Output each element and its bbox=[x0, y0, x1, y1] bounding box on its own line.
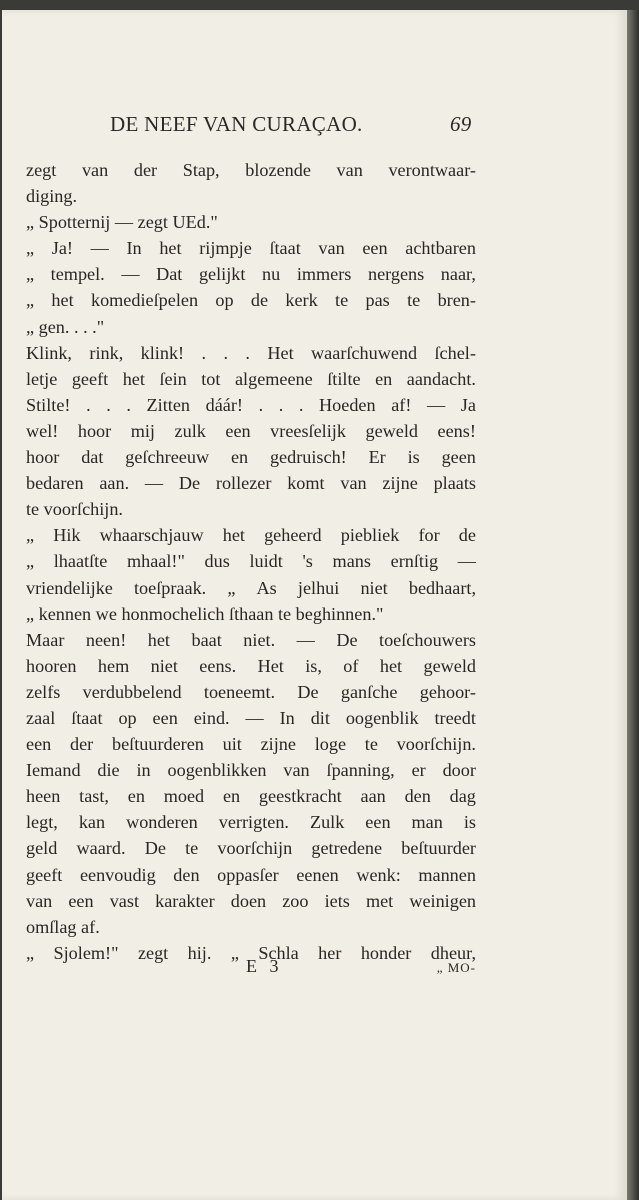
word: zijne bbox=[260, 734, 296, 755]
word: af! bbox=[391, 394, 412, 415]
text-line bbox=[26, 653, 476, 679]
word: ſchel- bbox=[434, 342, 476, 363]
word: geeft bbox=[26, 864, 63, 885]
word: het bbox=[222, 525, 245, 546]
word: toeſchouwers bbox=[379, 629, 476, 650]
text-line bbox=[26, 444, 476, 470]
word: rollezer bbox=[215, 473, 272, 494]
text-line bbox=[26, 470, 476, 496]
word: Het bbox=[257, 655, 284, 676]
book-page bbox=[2, 10, 627, 1200]
word: Ja! bbox=[51, 238, 73, 259]
word: wel! bbox=[26, 420, 59, 441]
word: „ bbox=[26, 551, 35, 572]
word: nergens bbox=[367, 264, 425, 285]
word: her bbox=[318, 942, 342, 963]
word: . bbox=[223, 342, 229, 363]
catchword: „ MO- bbox=[436, 960, 476, 975]
word: bren- bbox=[437, 290, 476, 311]
word: for bbox=[418, 525, 440, 546]
word: „ bbox=[26, 942, 35, 963]
word: der bbox=[133, 160, 158, 180]
text-line bbox=[26, 575, 476, 601]
word: zoo bbox=[282, 890, 309, 911]
page-edge-shadow bbox=[627, 10, 639, 1200]
word: komt bbox=[287, 473, 325, 494]
word: eind. bbox=[193, 707, 230, 728]
word: verdubbelend bbox=[82, 681, 182, 702]
word: kan bbox=[78, 812, 106, 833]
word: . bbox=[106, 394, 111, 415]
word: zegt bbox=[137, 942, 169, 963]
word: en bbox=[222, 786, 241, 807]
word: klink! bbox=[140, 342, 185, 363]
word: Er bbox=[368, 447, 386, 468]
text-line bbox=[26, 783, 476, 809]
word: Dat bbox=[156, 264, 183, 285]
word: ſpanning, bbox=[326, 760, 395, 781]
word: ſtaat bbox=[71, 707, 103, 728]
word: — bbox=[245, 707, 264, 728]
word: voorſchijn. bbox=[396, 734, 476, 755]
word: iets bbox=[324, 890, 350, 911]
word: De bbox=[336, 629, 358, 650]
word: geweld bbox=[365, 420, 418, 441]
word: Maar bbox=[26, 629, 65, 650]
word: hoor bbox=[77, 420, 112, 441]
word: gehoor- bbox=[419, 681, 476, 702]
word: mhaal!" bbox=[126, 551, 185, 572]
word: de bbox=[250, 290, 269, 311]
word: er bbox=[411, 760, 426, 781]
line-text: „ gen. . . ." bbox=[26, 316, 105, 337]
word: immers bbox=[296, 264, 352, 285]
word: der bbox=[70, 734, 94, 755]
word: getredene bbox=[311, 838, 383, 859]
word: door bbox=[442, 760, 476, 781]
word: „ bbox=[227, 577, 236, 598]
word: „ bbox=[26, 525, 35, 546]
word: zijne bbox=[382, 473, 418, 494]
text-line bbox=[26, 809, 476, 835]
word: ſtilte bbox=[327, 368, 361, 389]
word: vreesſelijk bbox=[270, 420, 346, 441]
text-line bbox=[26, 705, 476, 731]
word: „ bbox=[26, 264, 35, 285]
word: een bbox=[26, 734, 52, 755]
word: in bbox=[136, 760, 151, 781]
word: Klink, bbox=[26, 342, 72, 363]
word: hem bbox=[97, 655, 130, 676]
word: of bbox=[343, 655, 359, 676]
word: oogenblikken bbox=[167, 760, 267, 781]
word: uit bbox=[222, 734, 242, 755]
text-line bbox=[26, 522, 476, 548]
text-line bbox=[26, 261, 476, 287]
word: tast, bbox=[79, 786, 109, 807]
word: ſtaat bbox=[269, 238, 301, 259]
text-line bbox=[26, 731, 476, 757]
word: heen bbox=[26, 786, 61, 807]
word: . bbox=[126, 394, 131, 415]
word: . bbox=[245, 342, 250, 363]
word: dheur, bbox=[430, 942, 476, 963]
word: Zitten bbox=[146, 394, 190, 415]
word: baat bbox=[191, 629, 222, 650]
word: . bbox=[298, 394, 304, 415]
word: moed bbox=[163, 786, 205, 807]
text-line bbox=[26, 314, 476, 340]
line-text: omſlag af. bbox=[26, 916, 100, 937]
word: te bbox=[335, 290, 349, 311]
line-text: „ kennen we honmochelich ſthaan te beghinnen." bbox=[26, 603, 384, 624]
word: algemeene bbox=[234, 368, 313, 389]
word: van bbox=[318, 238, 345, 259]
word: — bbox=[144, 473, 164, 494]
word: een bbox=[152, 707, 178, 728]
word: zaal bbox=[26, 707, 56, 728]
word: de bbox=[458, 525, 476, 546]
word: en bbox=[230, 447, 249, 468]
word: waarſchuwend bbox=[311, 342, 418, 363]
word: zelfs bbox=[26, 681, 61, 702]
word: pas bbox=[365, 290, 390, 311]
word: rink, bbox=[89, 342, 124, 363]
word: het bbox=[122, 368, 145, 389]
word: niet bbox=[360, 577, 388, 598]
word: dit bbox=[310, 707, 330, 728]
word: niet bbox=[150, 655, 178, 676]
word: — bbox=[427, 394, 446, 415]
word: hooren bbox=[26, 655, 77, 676]
word: aan bbox=[360, 786, 386, 807]
word: is bbox=[463, 812, 476, 833]
word: eens. bbox=[199, 655, 237, 676]
word: een bbox=[68, 890, 94, 911]
text-line bbox=[26, 418, 476, 444]
word: ganſche bbox=[340, 681, 398, 702]
word: op bbox=[118, 707, 137, 728]
word: doen bbox=[230, 890, 267, 911]
word: beſtuurder bbox=[401, 838, 476, 859]
word: niet. bbox=[243, 629, 276, 650]
word: rijmpje bbox=[199, 238, 252, 259]
word: komedieſpelen bbox=[90, 290, 199, 311]
word: eenvoudig bbox=[79, 864, 156, 885]
word: piebliek bbox=[340, 525, 400, 546]
running-header bbox=[110, 108, 470, 140]
text-line bbox=[26, 235, 476, 261]
text-line bbox=[26, 888, 476, 914]
word: whaarschjauw bbox=[99, 525, 204, 546]
word: nu bbox=[262, 264, 281, 285]
word: het bbox=[159, 238, 182, 259]
word: waard. bbox=[76, 838, 126, 859]
word: en bbox=[375, 368, 393, 389]
word: oppasſer bbox=[217, 864, 279, 885]
line-text: te voorſchijn. bbox=[26, 499, 123, 520]
word: beſtuurderen bbox=[111, 734, 204, 755]
word: te bbox=[364, 734, 378, 755]
word: 's bbox=[302, 551, 313, 572]
word: te bbox=[407, 290, 421, 311]
word: Het bbox=[267, 342, 294, 363]
word: Stilte! bbox=[26, 394, 71, 415]
word: legt, bbox=[26, 812, 58, 833]
word: een bbox=[225, 420, 251, 441]
word: een bbox=[362, 238, 388, 259]
word: een bbox=[365, 812, 391, 833]
word: zegt bbox=[26, 160, 57, 180]
word: verrigten. bbox=[218, 812, 289, 833]
word: luidt bbox=[249, 551, 283, 572]
word: „ bbox=[230, 942, 239, 963]
word: loge bbox=[314, 734, 347, 755]
word: vast bbox=[109, 890, 140, 911]
word: is bbox=[407, 447, 420, 468]
word: — bbox=[121, 264, 140, 285]
word: toeſpraak. bbox=[134, 577, 207, 598]
word: gelijkt bbox=[198, 264, 246, 285]
running-title: DE NEEF VAN CURAÇAO. bbox=[110, 112, 363, 136]
word: plaats bbox=[433, 473, 476, 494]
word: As bbox=[256, 577, 277, 598]
word: . bbox=[201, 342, 207, 363]
word: en bbox=[127, 786, 145, 807]
word: geestkracht bbox=[258, 786, 342, 807]
text-line bbox=[26, 209, 476, 235]
text-line bbox=[26, 627, 476, 653]
text-line bbox=[26, 157, 476, 183]
word: „ bbox=[26, 290, 35, 311]
word: zulk bbox=[174, 420, 206, 441]
word: „ bbox=[26, 238, 35, 259]
word: geweld bbox=[423, 655, 476, 676]
text-line bbox=[26, 601, 476, 627]
word: toeneemt. bbox=[203, 681, 276, 702]
word: van bbox=[340, 473, 367, 494]
text-line bbox=[26, 340, 476, 366]
word: Hik bbox=[53, 525, 81, 546]
word: vriendelijke bbox=[26, 577, 113, 598]
word: bedaren bbox=[26, 473, 84, 494]
word: In bbox=[126, 238, 142, 259]
text-line bbox=[26, 679, 476, 705]
word: Zulk bbox=[309, 812, 345, 833]
word: den bbox=[173, 864, 200, 885]
word: kerk bbox=[285, 290, 318, 311]
word: ernſtig bbox=[390, 551, 439, 572]
text-line bbox=[26, 183, 476, 209]
word: — bbox=[296, 629, 315, 650]
word: gedruisch! bbox=[269, 447, 347, 468]
word: op bbox=[215, 290, 234, 311]
word: man bbox=[411, 812, 443, 833]
word: neen! bbox=[85, 629, 127, 650]
word: treedt bbox=[434, 707, 476, 728]
word: te bbox=[185, 838, 199, 859]
word: voorſchijn bbox=[217, 838, 293, 859]
word: De bbox=[297, 681, 319, 702]
word: van bbox=[283, 760, 310, 781]
word: aandacht. bbox=[406, 368, 476, 389]
word: Ja bbox=[460, 394, 476, 415]
word: geeft bbox=[71, 368, 109, 389]
word: aan. bbox=[99, 473, 130, 494]
word: bedhaart, bbox=[408, 577, 476, 598]
line-text: diging. bbox=[26, 186, 78, 207]
text-line bbox=[26, 835, 476, 861]
text-line bbox=[26, 366, 476, 392]
word: Sjolem!" bbox=[53, 942, 119, 963]
word: geld bbox=[26, 838, 58, 859]
word: wonderen bbox=[126, 812, 198, 833]
word: verontwaar- bbox=[388, 160, 476, 180]
text-line bbox=[26, 914, 476, 940]
text-line bbox=[26, 757, 476, 783]
page-number: 69 bbox=[450, 112, 472, 136]
text-line bbox=[26, 496, 476, 522]
word: De bbox=[178, 473, 201, 494]
text-line bbox=[26, 548, 476, 574]
word: hij. bbox=[187, 942, 212, 963]
word: dag bbox=[449, 786, 476, 807]
word: dat bbox=[81, 447, 104, 468]
word: hoor bbox=[26, 447, 60, 468]
signature-mark: E 3 bbox=[246, 956, 283, 976]
text-line bbox=[26, 392, 476, 418]
word: . bbox=[278, 394, 284, 415]
word: ſein bbox=[159, 368, 187, 389]
word: geheerd bbox=[264, 525, 322, 546]
word: lhaatſte bbox=[53, 551, 108, 572]
word: Stap, bbox=[182, 160, 220, 180]
word: — bbox=[457, 551, 476, 572]
word: mij bbox=[130, 420, 155, 441]
word: van bbox=[336, 160, 363, 180]
word: blozende bbox=[245, 160, 311, 180]
word: jelhui bbox=[297, 577, 340, 598]
word: De bbox=[144, 838, 166, 859]
word: tempel. bbox=[50, 264, 105, 285]
word: mannen bbox=[418, 864, 476, 885]
word: karakter bbox=[155, 890, 215, 911]
word: van bbox=[81, 160, 109, 180]
word: die bbox=[97, 760, 120, 781]
word: den bbox=[404, 786, 431, 807]
word: achtbaren bbox=[405, 238, 476, 259]
word: met bbox=[365, 890, 394, 911]
word: tot bbox=[201, 368, 221, 389]
word: eens! bbox=[437, 420, 476, 441]
word: Schla bbox=[258, 942, 299, 963]
line-text: „ Spotternij — zegt UEd." bbox=[26, 212, 218, 233]
word: het bbox=[147, 629, 170, 650]
word: letje bbox=[26, 368, 58, 389]
word: . bbox=[258, 394, 264, 415]
word: eenen bbox=[296, 864, 339, 885]
word: dáár! bbox=[205, 394, 243, 415]
word: Iemand bbox=[26, 760, 81, 781]
word: — bbox=[90, 238, 109, 259]
word: wenk: bbox=[356, 864, 401, 885]
word: honder bbox=[360, 942, 412, 963]
word: van bbox=[26, 890, 53, 911]
word: is, bbox=[305, 655, 322, 676]
page-footer bbox=[26, 956, 476, 984]
word: geen bbox=[441, 447, 476, 468]
text-line bbox=[26, 287, 476, 313]
word: het bbox=[379, 655, 403, 676]
word: het bbox=[51, 290, 74, 311]
word: oogenblik bbox=[345, 707, 419, 728]
word: In bbox=[279, 707, 295, 728]
word: Hoeden bbox=[319, 394, 376, 415]
word: . bbox=[86, 394, 91, 415]
word: weinigen bbox=[409, 890, 476, 911]
word: naar, bbox=[440, 264, 476, 285]
text-line bbox=[26, 862, 476, 888]
word: dus bbox=[204, 551, 230, 572]
body-text bbox=[26, 157, 476, 966]
word: mans bbox=[332, 551, 371, 572]
word: geſchreeuw bbox=[125, 447, 210, 468]
